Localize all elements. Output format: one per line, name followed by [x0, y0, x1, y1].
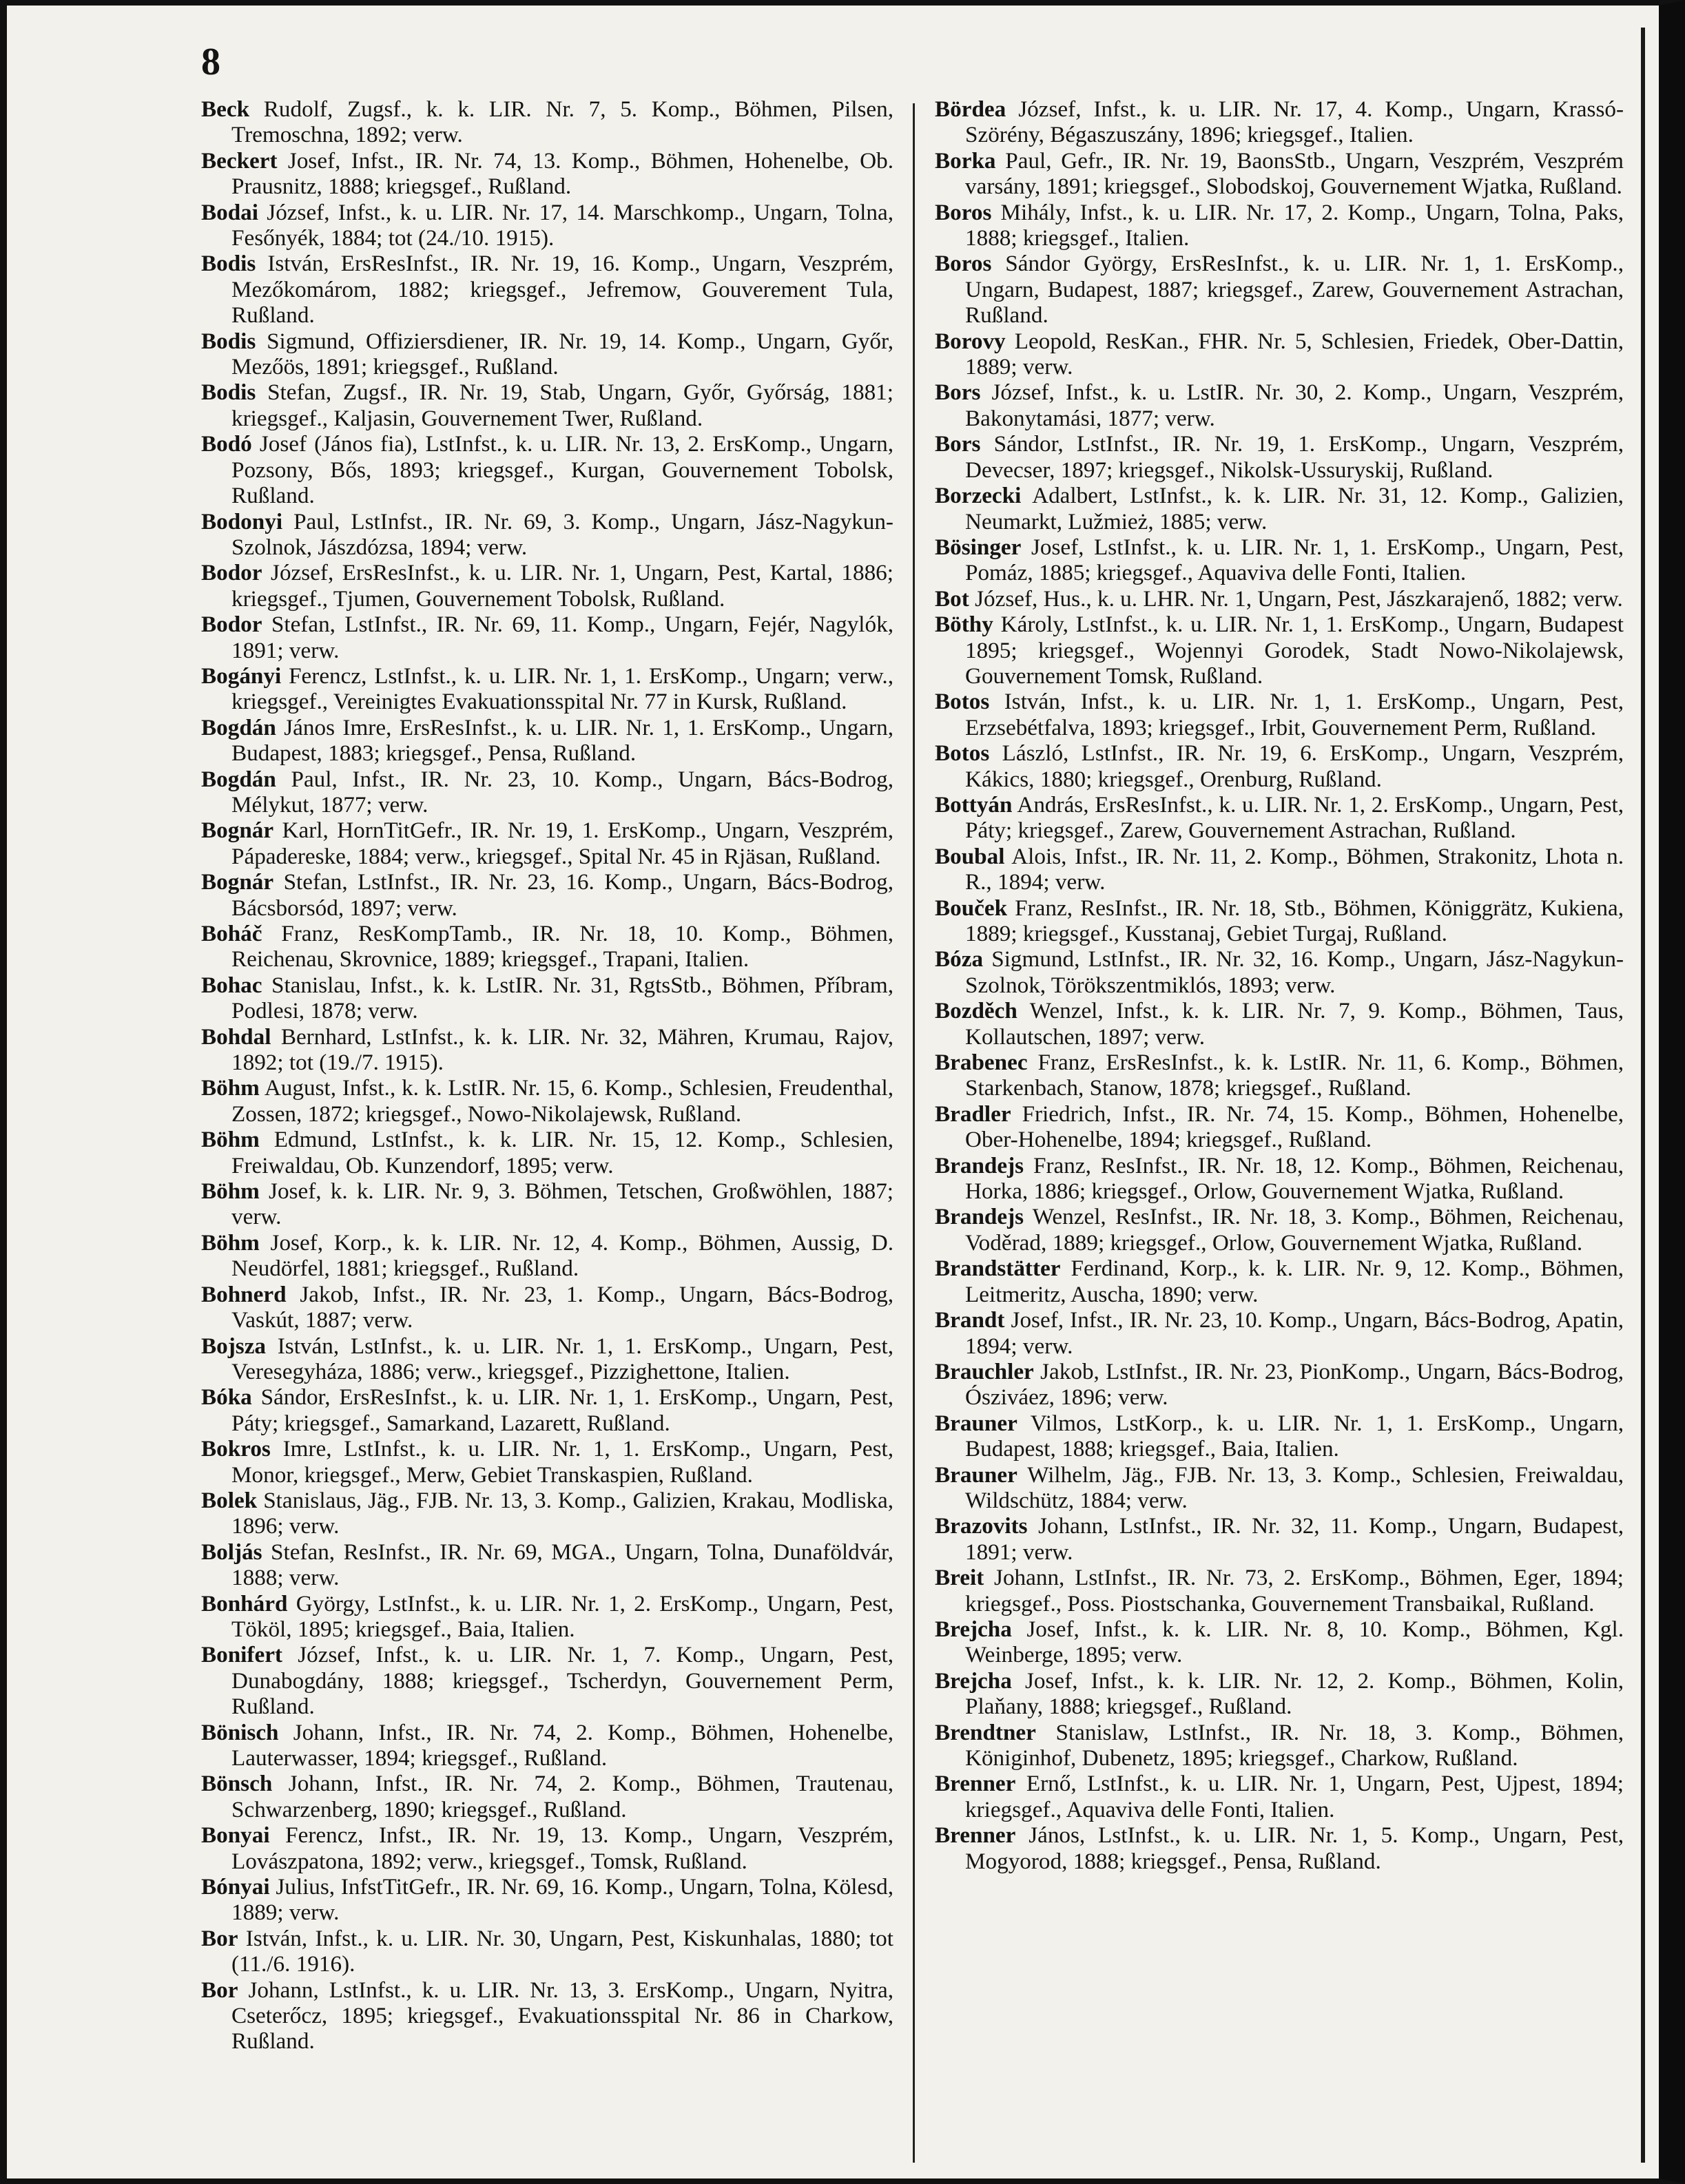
list-entry	[201, 818, 893, 869]
entry-details: Paul, LstInfst., IR. Nr. 69, 3. Komp., Ungarn, Jász-Nagykun-Szolnok, Jászdózsa, 1894; verw.	[231, 508, 893, 560]
entry-surname: Boubal	[935, 843, 1005, 869]
entry-details: Josef, Infst., k. k. LIR. Nr. 12, 2. Komp., Böhmen, Kolin, Plaňany, 1888; kriegsgef., Rußland.	[965, 1667, 1624, 1720]
entry-details: Franz, ResInfst., IR. Nr. 18, 12. Komp., Böhmen, Reichenau, Horka, 1886; kriegsgef., Orlow, Gouvernement Wjatka, Rußland.	[965, 1152, 1624, 1205]
list-entry	[935, 96, 1624, 148]
entry-surname: Botos	[935, 689, 990, 715]
entry-surname: Bogdán	[201, 714, 276, 740]
entry-details: Leopold, ResKan., FHR. Nr. 5, Schlesien, Friedek, Ober-Dattin, 1889; verw.	[965, 328, 1624, 380]
entry-details: Jakob, Infst., IR. Nr. 23, 1. Komp., Ungarn, Bács-Bodrog, Vaskút, 1887; verw.	[231, 1281, 893, 1333]
entry-surname: Boljás	[201, 1539, 262, 1565]
entry-surname: Bognár	[201, 818, 274, 844]
entry-details: Julius, InfstTitGefr., IR. Nr. 69, 16. Komp., Ungarn, Tolna, Kölesd, 1889; verw.	[231, 1874, 893, 1926]
entry-surname: Beckert	[201, 147, 278, 174]
list-entry	[201, 148, 893, 200]
list-entry	[935, 1771, 1624, 1822]
entry-details: Johann, LstInfst., k. u. LIR. Nr. 13, 3. ErsKomp., Ungarn, Nyitra, Cseterőcz, 1895; kriegsgef., Evakuationsspital Nr. 86 in Charkow, Rußland.	[231, 1977, 893, 2055]
entry-details: Stefan, LstInfst., IR. Nr. 69, 11. Komp., Ungarn, Fejér, Nagylók, 1891; verw.	[231, 612, 893, 663]
list-entry	[935, 1668, 1624, 1720]
list-entry	[935, 1411, 1624, 1462]
entry-details: András, ErsResInfst., k. u. LIR. Nr. 1, 2. ErsKomp., Ungarn, Pest, Páty; kriegsgef., Zarew, Gouvernement Astrachan, Rußland.	[965, 791, 1624, 844]
entry-details: Stanislau, Infst., k. k. LstIR. Nr. 31, RgtsStb., Böhmen, Příbram, Podlesi, 1878; verw.	[231, 972, 893, 1024]
entry-details: Franz, ResInfst., IR. Nr. 18, Stb., Böhmen, Königgrätz, Kukiena, 1889; kriegsgef., Kusstanaj, Gebiet Turgaj, Rußland.	[965, 895, 1624, 946]
list-entry	[935, 379, 1624, 431]
list-entry	[201, 1333, 893, 1385]
list-entry	[201, 612, 893, 663]
list-entry	[201, 1720, 893, 1771]
entry-details: Josef, k. k. LIR. Nr. 9, 3. Böhmen, Tetschen, Großwöhlen, 1887; verw.	[231, 1178, 894, 1230]
entry-surname: Bor	[201, 1977, 238, 2003]
entry-details: Stefan, ResInfst., IR. Nr. 69, MGA., Ungarn, Tolna, Dunaföldvár, 1888; verw.	[231, 1539, 893, 1591]
entry-details: Sándor, ErsResInfst., k. u. LIR. Nr. 1, 1. ErsKomp., Ungarn, Pest, Páty; kriegsgef., Samarkand, Lazarett, Rußland.	[231, 1384, 893, 1436]
entry-surname: Bonifert	[201, 1642, 282, 1668]
entry-surname: Böhm	[201, 1075, 260, 1101]
list-entry	[935, 1565, 1624, 1616]
entry-surname: Bohdal	[201, 1023, 271, 1050]
entry-surname: Bohnerd	[201, 1281, 287, 1307]
list-entry	[201, 1127, 893, 1178]
entry-surname: Bohac	[201, 972, 262, 998]
entry-surname: Brandt	[935, 1307, 1005, 1333]
list-entry	[935, 844, 1624, 895]
entry-details: Stefan, LstInfst., IR. Nr. 23, 16. Komp., Ungarn, Bács-Bodrog, Bácsborsód, 1897; verw.	[231, 869, 893, 921]
entry-details: Sigmund, LstInfst., IR. Nr. 32, 16. Komp., Ungarn, Jász-Nagykun-Szolnok, Törökszentmiklós, 1893; verw.	[965, 946, 1624, 998]
entry-surname: Böhm	[201, 1127, 260, 1153]
entry-details: János Imre, ErsResInfst., k. u. LIR. Nr. 1, 1. ErsKomp., Ungarn, Budapest, 1883; kriegsgef., Pensa, Rußland.	[231, 714, 893, 767]
entry-details: Sándor György, ErsResInfst., k. u. LIR. Nr. 1, 1. ErsKomp., Ungarn, Budapest, 1887; kriegsgef., Zarew, Gouvernement Astrachan, Rußland.	[965, 251, 1624, 329]
entry-surname: Bösinger	[935, 534, 1022, 560]
list-entry	[201, 973, 893, 1024]
list-entry	[201, 329, 893, 380]
entry-details: László, LstInfst., IR. Nr. 19, 6. ErsKomp., Ungarn, Veszprém, Kákics, 1880; kriegsgef., Orenburg, Rußland.	[965, 740, 1624, 792]
entry-surname: Bördea	[935, 96, 1006, 122]
entry-details: Josef (János fia), LstInfst., k. u. LIR. Nr. 13, 2. ErsKomp., Ungarn, Pozsony, Bős, 1893; kriegsgef., Kurgan, Gouvernement Tobolsk, Rußland.	[231, 431, 894, 509]
entry-details: Josef, Infst., k. k. LIR. Nr. 8, 10. Komp., Böhmen, Kgl. Weinberge, 1895; verw.	[965, 1616, 1624, 1668]
entry-surname: Böthy	[935, 612, 993, 638]
list-entry	[201, 767, 893, 818]
column-divider	[913, 103, 915, 2163]
entry-details: Rudolf, Zugsf., k. k. LIR. Nr. 7, 5. Komp., Böhmen, Pilsen, Tremoschna, 1892; verw.	[231, 96, 893, 148]
entry-surname: Bodis	[201, 251, 256, 277]
list-entry	[935, 1616, 1624, 1668]
list-entry	[201, 509, 893, 561]
left-column	[201, 96, 893, 2055]
entry-details: Jakob, LstInfst., IR. Nr. 23, PionKomp., Ungarn, Bács-Bodrog, Ósziváez, 1896; verw.	[965, 1358, 1624, 1411]
entry-details: István, Infst., k. u. LIR. Nr. 30, Ungarn, Pest, Kiskunhalas, 1880; tot (11./6. 1916).	[231, 1925, 893, 1977]
entry-surname: Böhm	[201, 1229, 260, 1256]
entry-surname: Brenner	[935, 1771, 1016, 1797]
entry-details: Mihály, Infst., k. u. LIR. Nr. 17, 2. Komp., Ungarn, Tolna, Paks, 1888; kriegsgef., Italien.	[965, 199, 1624, 251]
entry-surname: Bognár	[201, 869, 274, 895]
entry-details: Johann, LstInfst., IR. Nr. 73, 2. ErsKomp., Böhmen, Eger, 1894; kriegsgef., Poss. Piostschanka, Gouvernement Transbaikal, Rußland.	[965, 1565, 1624, 1616]
entry-surname: Boros	[935, 199, 992, 225]
entry-details: Josef, Infst., IR. Nr. 23, 10. Komp., Ungarn, Bács-Bodrog, Apatin, 1894; verw.	[965, 1307, 1624, 1359]
entry-surname: Boháč	[201, 921, 262, 946]
entry-details: Karl, HornTitGefr., IR. Nr. 19, 1. ErsKomp., Ungarn, Veszprém, Pápadereske, 1884; verw., kriegsgef., Spital Nr. 45 in Rjäsan, Rußland.	[231, 818, 893, 869]
list-entry	[201, 251, 893, 328]
list-entry	[201, 379, 893, 431]
list-entry	[201, 96, 893, 148]
entry-surname: Beck	[201, 96, 250, 122]
list-entry	[935, 251, 1624, 328]
entry-details: Sándor, LstInfst., IR. Nr. 19, 1. ErsKomp., Ungarn, Veszprém, Devecser, 1897; kriegsgef., Nikolsk-Ussuryskij, Rußland.	[965, 431, 1624, 483]
entry-surname: Borovy	[935, 328, 1006, 354]
list-entry	[935, 1307, 1624, 1359]
entry-surname: Breit	[935, 1565, 984, 1591]
list-entry	[201, 200, 893, 251]
page-number: 8	[201, 41, 220, 83]
list-entry	[201, 1488, 893, 1539]
list-entry	[201, 1977, 893, 2055]
entry-details: Sigmund, Offiziersdiener, IR. Nr. 19, 14. Komp., Ungarn, Győr, Mezőös, 1891; kriegsgef., Rußland.	[231, 328, 893, 380]
list-entry	[201, 1436, 893, 1488]
entry-surname: Bolek	[201, 1487, 258, 1513]
entry-surname: Bodor	[201, 612, 262, 638]
list-entry	[935, 1462, 1624, 1514]
list-entry	[935, 1359, 1624, 1411]
list-entry	[935, 1153, 1624, 1205]
entry-surname: Bodó	[201, 431, 252, 457]
entry-surname: Bottyán	[935, 791, 1013, 818]
list-entry	[201, 1178, 893, 1230]
entry-details: Imre, LstInfst., k. u. LIR. Nr. 1, 1. ErsKomp., Ungarn, Pest, Monor, kriegsgef., Merw, Gebiet Transkaspien, Rußland.	[231, 1436, 893, 1488]
entry-surname: Brejcha	[935, 1667, 1012, 1694]
entry-surname: Bónyai	[201, 1874, 270, 1900]
entry-surname: Bönisch	[201, 1719, 279, 1745]
entry-details: Wenzel, ResInfst., IR. Nr. 18, 3. Komp., Böhmen, Reichenau, Voděrad, 1889; kriegsgef., Orlow, Gouvernement Wjatka, Rußland.	[965, 1204, 1624, 1256]
list-entry	[935, 329, 1624, 380]
list-entry	[201, 1230, 893, 1282]
entry-surname: Bors	[935, 431, 981, 457]
list-entry	[935, 586, 1624, 612]
entry-details: Ferdinand, Korp., k. k. LIR. Nr. 9, 12. Komp., Böhmen, Leitmeritz, Auscha, 1890; verw.	[965, 1256, 1624, 1307]
list-entry	[935, 200, 1624, 251]
entry-details: Johann, Infst., IR. Nr. 74, 2. Komp., Böhmen, Trautenau, Schwarzenberg, 1890; kriegsgef., Rußland.	[231, 1771, 893, 1822]
list-entry	[201, 1591, 893, 1643]
entry-details: Franz, ErsResInfst., k. k. LstIR. Nr. 11, 6. Komp., Böhmen, Starkenbach, Stanow, 1878; kriegsgef., Rußland.	[965, 1050, 1624, 1101]
list-entry	[935, 534, 1624, 586]
entry-details: János, LstInfst., k. u. LIR. Nr. 1, 5. Komp., Ungarn, Pest, Mogyorod, 1888; kriegsgef., Pensa, Rußland.	[965, 1822, 1624, 1874]
list-entry	[935, 1720, 1624, 1771]
entry-surname: Bóka	[201, 1384, 252, 1411]
entry-surname: Brandejs	[935, 1152, 1024, 1178]
list-entry	[935, 431, 1624, 483]
entry-details: Ferencz, LstInfst., k. u. LIR. Nr. 1, 1. ErsKomp., Ungarn; verw., kriegsgef., Vereinigtes Evakuationsspital Nr. 77 in Kursk, Rußland.	[231, 663, 894, 715]
list-entry	[201, 921, 893, 973]
entry-surname: Brandejs	[935, 1204, 1024, 1230]
entry-details: Ernő, LstInfst., k. u. LIR. Nr. 1, Ungarn, Pest, Ujpest, 1894; kriegsgef., Aquaviva delle Fonti, Italien.	[965, 1771, 1624, 1822]
entry-details: Franz, ResKompTamb., IR. Nr. 18, 10. Komp., Böhmen, Reichenau, Skrovnice, 1889; kriegsgef., Trapani, Italien.	[231, 921, 894, 973]
entry-surname: Bokros	[201, 1436, 271, 1462]
list-entry	[201, 1926, 893, 1977]
entry-details: József, Infst., k. u. LIR. Nr. 1, 7. Komp., Ungarn, Pest, Dunabogdány, 1888; kriegsgef., Tscherdyn, Gouvernement Perm, Rußland.	[231, 1642, 893, 1720]
entry-surname: Brauner	[935, 1410, 1017, 1436]
entry-surname: Bodis	[201, 379, 256, 406]
entry-surname: Brabenec	[935, 1050, 1028, 1076]
list-entry	[935, 946, 1624, 998]
entry-details: Paul, Gefr., IR. Nr. 19, BaonsStb., Ungarn, Veszprém, Veszprém varsány, 1891; kriegsgef., Slobodskoj, Gouvernement Wjatka, Rußland.	[965, 147, 1624, 200]
list-entry	[201, 1075, 893, 1127]
list-entry	[201, 869, 893, 921]
entry-surname: Bodis	[201, 328, 256, 354]
entry-surname: Brauner	[935, 1462, 1017, 1488]
entry-details: József, Hus., k. u. LHR. Nr. 1, Ungarn, Pest, Jászkarajenő, 1882; verw.	[975, 585, 1623, 612]
entry-surname: Bouček	[935, 895, 1008, 921]
entry-details: Josef, Korp., k. k. LIR. Nr. 12, 4. Komp., Böhmen, Aussig, D. Neudörfel, 1881; kriegsgef., Rußland.	[231, 1229, 893, 1282]
entry-surname: Bors	[935, 379, 981, 406]
entry-surname: Brejcha	[935, 1616, 1012, 1642]
list-entry	[201, 1539, 893, 1591]
entry-details: Ferencz, Infst., IR. Nr. 19, 13. Komp., Ungarn, Veszprém, Lovászpatona, 1892; verw., kriegsgef., Tomsk, Rußland.	[231, 1822, 893, 1874]
entry-surname: Bradler	[935, 1101, 1011, 1127]
entry-surname: Bodai	[201, 199, 259, 225]
entry-surname: Brandstätter	[935, 1256, 1061, 1282]
list-entry	[935, 1256, 1624, 1307]
list-entry	[935, 689, 1624, 740]
edge-line	[1641, 28, 1645, 2163]
entry-details: Károly, LstInfst., k. u. LIR. Nr. 1, 1. ErsKomp., Ungarn, Budapest 1895; kriegsgef., Wojennyi Gorodek, Stadt Nowo-Nikolajewsk, Gouvernement Tomsk, Rußland.	[965, 612, 1624, 689]
entry-details: Stanislaus, Jäg., FJB. Nr. 13, 3. Komp., Galizien, Krakau, Modliska, 1896; verw.	[231, 1487, 893, 1539]
entry-surname: Bodor	[201, 560, 262, 586]
entry-surname: Bogányi	[201, 663, 282, 689]
entry-details: József, Infst., k. u. LIR. Nr. 17, 4. Komp., Ungarn, Krassó-Szörény, Bégaszuszány, 1896; kriegsgef., Italien.	[965, 96, 1624, 148]
list-entry	[201, 1771, 893, 1822]
list-entry	[201, 715, 893, 767]
entry-details: Bernhard, LstInfst., k. k. LIR. Nr. 32, Mähren, Krumau, Rajov, 1892; tot (19./7. 1915).	[231, 1023, 893, 1076]
entry-surname: Botos	[935, 740, 990, 767]
entry-details: György, LstInfst., k. u. LIR. Nr. 1, 2. ErsKomp., Ungarn, Pest, Tököl, 1895; kriegsgef., Baia, Italien.	[231, 1590, 893, 1642]
list-entry	[935, 148, 1624, 200]
entry-surname: Bozděch	[935, 998, 1017, 1024]
entry-surname: Bor	[201, 1925, 238, 1951]
list-entry	[201, 1384, 893, 1436]
entry-details: József, ErsResInfst., k. u. LIR. Nr. 1, Ungarn, Pest, Kartal, 1886; kriegsgef., Tjumen, Gouvernement Tobolsk, Rußland.	[231, 560, 893, 612]
entry-surname: Bot	[935, 585, 969, 612]
entry-details: Friedrich, Infst., IR. Nr. 74, 15. Komp., Böhmen, Hohenelbe, Ober-Hohenelbe, 1894; kriegsgef., Rußland.	[965, 1101, 1624, 1153]
list-entry	[201, 1282, 893, 1333]
entry-details: Wilhelm, Jäg., FJB. Nr. 13, 3. Komp., Schlesien, Freiwaldau, Wildschütz, 1884; verw.	[965, 1462, 1624, 1513]
entry-details: István, LstInfst., k. u. LIR. Nr. 1, 1. ErsKomp., Ungarn, Pest, Veresegyháza, 1886; verw., kriegsgef., Pizzighettone, Italien.	[231, 1333, 893, 1384]
entry-surname: Borzecki	[935, 483, 1022, 509]
entry-surname: Bogdán	[201, 766, 276, 792]
entry-details: Stefan, Zugsf., IR. Nr. 19, Stab, Ungarn, Győr, Győrság, 1881; kriegsgef., Kaljasin, Gouvernement Twer, Rußland.	[231, 379, 893, 431]
list-entry	[201, 1822, 893, 1874]
entry-surname: Bonhárd	[201, 1590, 288, 1616]
list-entry	[935, 1822, 1624, 1874]
entry-details: István, ErsResInfst., IR. Nr. 19, 16. Komp., Ungarn, Veszprém, Mezőkomárom, 1882; kriegsgef., Jefremow, Gouverement Tula, Rußland.	[231, 251, 893, 329]
entry-details: Josef, LstInfst., k. u. LIR. Nr. 1, 1. ErsKomp., Ungarn, Pest, Pomáz, 1885; kriegsgef., Aquaviva delle Fonti, Italien.	[965, 534, 1624, 586]
right-column	[935, 96, 1624, 1874]
entry-details: Vilmos, LstKorp., k. u. LIR. Nr. 1, 1. ErsKomp., Ungarn, Budapest, 1888; kriegsgef., Baia, Italien.	[965, 1410, 1624, 1462]
entry-surname: Bonyai	[201, 1822, 270, 1849]
list-entry	[201, 663, 893, 715]
list-entry	[935, 740, 1624, 792]
list-entry	[935, 792, 1624, 844]
entry-details: Paul, Infst., IR. Nr. 23, 10. Komp., Ungarn, Bács-Bodrog, Mélykut, 1877; verw.	[231, 766, 894, 818]
entry-details: Adalbert, LstInfst., k. k. LIR. Nr. 31, 12. Komp., Galizien, Neumarkt, Lužmież, 1885; verw.	[965, 483, 1624, 534]
entry-details: Johann, Infst., IR. Nr. 74, 2. Komp., Böhmen, Hohenelbe, Lauterwasser, 1894; kriegsgef., Rußland.	[231, 1719, 893, 1771]
list-entry	[201, 560, 893, 612]
entry-details: Stanislaw, LstInfst., IR. Nr. 18, 3. Komp., Böhmen, Königinhof, Dubenetz, 1895; kriegsgef., Charkow, Rußland.	[965, 1719, 1624, 1771]
entry-details: József, Infst., k. u. LstIR. Nr. 30, 2. Komp., Ungarn, Veszprém, Bakonytamási, 1877; verw.	[965, 379, 1624, 431]
list-entry	[935, 1204, 1624, 1256]
list-entry	[201, 1642, 893, 1719]
list-entry	[935, 612, 1624, 689]
list-entry	[935, 895, 1624, 947]
entry-surname: Brazovits	[935, 1513, 1028, 1539]
entry-details: István, Infst., k. u. LIR. Nr. 1, 1. ErsKomp., Ungarn, Pest, Erzsebétfalva, 1893; kriegsgef., Irbit, Gouvernement Perm, Rußland.	[965, 689, 1624, 740]
entry-surname: Bodonyi	[201, 508, 283, 534]
entry-surname: Böhm	[201, 1178, 260, 1205]
entry-details: Edmund, LstInfst., k. k. LIR. Nr. 15, 12. Komp., Schlesien, Freiwaldau, Ob. Kunzendorf, 1895; verw.	[231, 1127, 894, 1178]
list-entry	[201, 1874, 893, 1926]
entry-details: József, Infst., k. u. LIR. Nr. 17, 14. Marschkomp., Ungarn, Tolna, Fesőnyék, 1884; tot (24./10. 1915).	[231, 199, 893, 251]
entry-details: Josef, Infst., IR. Nr. 74, 13. Komp., Böhmen, Hohenelbe, Ob. Prausnitz, 1888; kriegsgef., Rußland.	[231, 147, 893, 200]
entry-details: August, Infst., k. k. LstIR. Nr. 15, 6. Komp., Schlesien, Freudenthal, Zossen, 1872; kriegsgef., Nowo-Nikolajewsk, Rußland.	[231, 1075, 893, 1127]
list-entry	[935, 998, 1624, 1050]
entry-surname: Bönsch	[201, 1771, 273, 1797]
entry-surname: Brenner	[935, 1822, 1016, 1849]
list-entry	[935, 1513, 1624, 1565]
entry-surname: Borka	[935, 147, 996, 174]
list-entry	[201, 431, 893, 508]
list-entry	[935, 1101, 1624, 1153]
list-entry	[935, 1050, 1624, 1101]
entry-surname: Brauchler	[935, 1358, 1034, 1384]
list-entry	[935, 483, 1624, 534]
entry-surname: Boros	[935, 251, 992, 277]
entry-details: Johann, LstInfst., IR. Nr. 32, 11. Komp., Ungarn, Budapest, 1891; verw.	[965, 1513, 1624, 1565]
entry-surname: Brendtner	[935, 1719, 1036, 1745]
entry-surname: Bojsza	[201, 1333, 267, 1359]
list-entry	[201, 1024, 893, 1076]
entry-surname: Bóza	[935, 946, 984, 973]
entry-details: Alois, Infst., IR. Nr. 11, 2. Komp., Böhmen, Strakonitz, Lhota n. R., 1894; verw.	[965, 843, 1624, 895]
entry-details: Wenzel, Infst., k. k. LIR. Nr. 7, 9. Komp., Böhmen, Taus, Kollautschen, 1897; verw.	[965, 998, 1624, 1050]
